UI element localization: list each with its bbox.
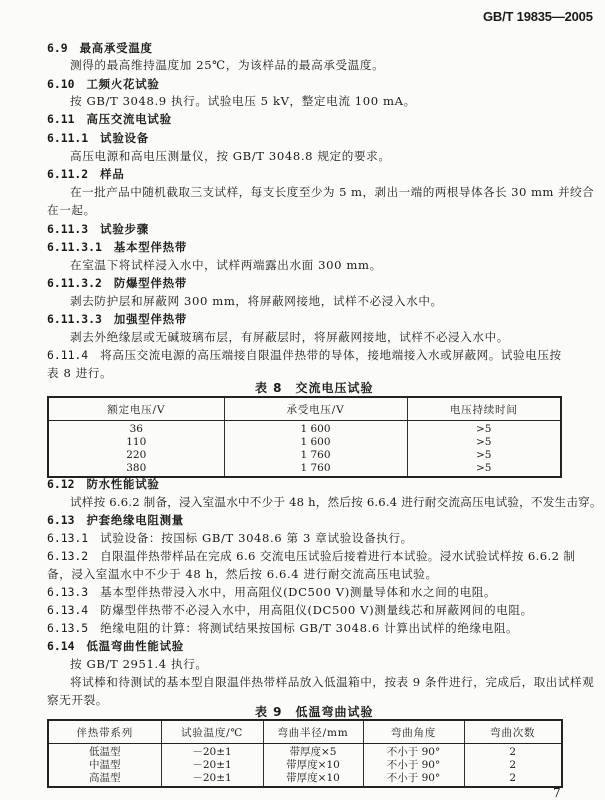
section-number: 6.9 xyxy=(47,41,68,55)
table-row xyxy=(48,462,561,477)
paragraph: 剥去外绝缘层或无碱玻璃布层，有屏蔽层时，将屏蔽网接地，试样不必浸入水中。 xyxy=(70,330,509,344)
table-header-row xyxy=(48,397,561,421)
section-number: 6.11.1 xyxy=(47,131,89,145)
section-number: 6.13.3 xyxy=(47,585,89,599)
section-title: 试验步骤 xyxy=(100,222,149,236)
table-cell: 不小于 90° xyxy=(363,772,464,787)
paragraph-continuation: 察无开裂。 xyxy=(47,693,108,707)
table-8-caption: 表 8 交流电压试验 xyxy=(255,381,374,395)
table-8-ac-voltage xyxy=(47,396,562,478)
column-header: 电压持续时间 xyxy=(407,397,561,421)
numbered-paragraph-6-13-2 xyxy=(47,549,575,563)
section-heading-6-11-3-3 xyxy=(47,312,187,326)
table-row xyxy=(48,759,562,772)
section-heading-6-12 xyxy=(47,477,160,491)
section-number: 6.13.5 xyxy=(47,621,89,635)
section-title: 高压交流电试验 xyxy=(86,112,172,126)
table-cell: 不小于 90° xyxy=(363,759,464,772)
section-title: 低温弯曲性能试验 xyxy=(86,639,184,653)
column-header: 弯曲半径/mm xyxy=(263,720,363,744)
table-cell: －20±1 xyxy=(161,744,263,760)
paragraph: 在室温下将试样浸入水中，试样两端露出水面 300 mm。 xyxy=(70,258,382,272)
section-heading-6-11-1 xyxy=(47,131,149,145)
section-number: 6.13 xyxy=(47,513,75,527)
table-row xyxy=(48,744,562,760)
section-heading-6-13 xyxy=(47,513,184,527)
table-cell: 2 xyxy=(464,759,562,772)
section-heading-6-10 xyxy=(47,77,160,91)
table-cell: 带厚度×10 xyxy=(263,759,363,772)
table-row xyxy=(48,449,561,462)
section-number: 6.13.2 xyxy=(47,549,89,563)
numbered-paragraph-6-13-3 xyxy=(47,585,496,599)
section-title: 样品 xyxy=(100,167,125,181)
table-cell: 1 760 xyxy=(224,462,407,477)
section-number: 6.13.1 xyxy=(47,531,89,545)
section-number: 6.11.3.2 xyxy=(47,276,102,290)
paragraph-text: 绝缘电阻的计算：将测试结果按国标 GB/T 3048.6 计算出试样的绝缘电阻。 xyxy=(100,621,519,635)
table-cell: 110 xyxy=(126,436,147,448)
table-cell: 220 xyxy=(126,449,147,461)
table-cell: 带厚度×5 xyxy=(263,744,363,760)
paragraph-continuation: 在一起。 xyxy=(47,203,96,217)
table-cell: 不小于 90° xyxy=(363,744,464,760)
section-number: 6.11.2 xyxy=(47,167,89,181)
table-cell: >5 xyxy=(407,421,561,437)
section-heading-6-11-3 xyxy=(47,222,149,236)
numbered-paragraph-6-13-4 xyxy=(47,603,533,617)
section-title: 最高承受温度 xyxy=(79,41,153,55)
paragraph: 剥去防护层和屏蔽网 300 mm，将屏蔽网接地，试样不必浸入水中。 xyxy=(70,294,443,308)
section-heading-6-11 xyxy=(47,112,172,126)
table-cell: 1 600 xyxy=(224,436,407,449)
table-cell: 380 xyxy=(126,462,147,474)
section-title: 护套绝缘电阻测量 xyxy=(86,513,184,527)
standard-number-header: GB/T 19835—2005 xyxy=(483,9,593,24)
section-number: 6.11.4 xyxy=(47,348,89,362)
section-title: 防水性能试验 xyxy=(86,477,160,491)
numbered-paragraph-6-13-5 xyxy=(47,621,518,635)
table-cell: 带厚度×10 xyxy=(263,772,363,787)
table-row xyxy=(48,436,561,449)
paragraph: 按 GB/T 3048.9 执行。试验电压 5 kV，整定电流 100 mA。 xyxy=(70,94,416,108)
table-cell: －20±1 xyxy=(161,772,263,787)
paragraph: 在一批产品中随机截取三支试样，每支长度至少为 5 m，剥出一端的两根导体各长 30 mm 并绞合 xyxy=(70,185,595,199)
paragraph: 试样按 6.6.2 制备，浸入室温水中不少于 48 h，然后按 6.6.4 进行耐交流高压电试验，不发生击穿。 xyxy=(70,495,602,509)
table-cell: 中温型 xyxy=(89,759,121,771)
column-header: 承受电压/V xyxy=(224,397,407,421)
paragraph-text: 试验设备：按国标 GB/T 3048.6 第 3 章试验设备执行。 xyxy=(100,531,413,545)
table-cell: >5 xyxy=(407,449,561,462)
paragraph: 高压电源和高电压测量仪，按 GB/T 3048.8 规定的要求。 xyxy=(70,149,391,163)
section-number: 6.13.4 xyxy=(47,603,89,617)
section-heading-6-11-2 xyxy=(47,167,125,181)
numbered-paragraph-6-13-1 xyxy=(47,531,413,545)
section-number: 6.12 xyxy=(47,477,75,491)
section-title: 防爆型伴热带 xyxy=(113,276,188,290)
page-number: 7 xyxy=(553,786,561,800)
table-cell: >5 xyxy=(407,462,561,477)
column-header: 额定电压/V xyxy=(48,397,224,421)
table-cell: 2 xyxy=(464,772,562,787)
table-header-row xyxy=(48,720,562,744)
numbered-paragraph-6-11-4 xyxy=(47,348,562,362)
section-title: 工频火花试验 xyxy=(86,77,160,91)
section-number: 6.11.3.1 xyxy=(47,240,102,254)
section-number: 6.11.3 xyxy=(47,222,89,236)
table-cell: －20±1 xyxy=(161,759,263,772)
paragraph-text: 将高压交流电源的高压端接自限温伴热带的导体，接地端接入水或屏蔽网。试验电压按 xyxy=(100,348,562,362)
section-heading-6-11-3-1 xyxy=(47,240,187,254)
section-number: 6.10 xyxy=(47,77,75,91)
section-heading-6-9 xyxy=(47,41,153,55)
section-number: 6.11 xyxy=(47,112,75,126)
table-9-caption: 表 9 低温弯曲试验 xyxy=(255,705,374,719)
column-header: 试验温度/℃ xyxy=(161,720,263,744)
paragraph-continuation: 备，浸入室温水中不少于 48 h，然后按 6.6.4 进行耐交流高压电试验。 xyxy=(47,567,438,581)
section-number: 6.14 xyxy=(47,639,75,653)
table-row xyxy=(48,772,562,787)
section-heading-6-14 xyxy=(47,639,184,653)
table-row xyxy=(48,421,561,437)
section-number: 6.11.3.3 xyxy=(47,312,102,326)
table-cell: 1 760 xyxy=(224,449,407,462)
column-header: 伴热带系列 xyxy=(48,720,161,744)
paragraph: 测得的最高维持温度加 25℃，为该样品的最高承受温度。 xyxy=(70,58,385,72)
table-cell: 2 xyxy=(464,744,562,760)
table-cell: 低温型 xyxy=(89,746,121,758)
paragraph: 将试棒和待测试的基本型自限温伴热带样品放入低温箱中，按表 9 条件进行，完成后，取出试样观 xyxy=(70,675,595,689)
paragraph: 按 GB/T 2951.4 执行。 xyxy=(70,657,208,671)
paragraph-text: 防爆型伴热带不必浸入水中，用高阻仪(DC500 V)测量线芯和屏蔽网间的电阻。 xyxy=(100,603,533,617)
paragraph-continuation: 表 8 进行。 xyxy=(47,366,113,380)
section-title: 试验设备 xyxy=(100,131,149,145)
section-heading-6-11-3-2 xyxy=(47,276,187,290)
table-cell: 高温型 xyxy=(89,772,121,784)
column-header: 弯曲角度 xyxy=(363,720,464,744)
paragraph-text: 基本型伴热带浸入水中，用高阻仪(DC500 V)测量导体和水之间的电阻。 xyxy=(100,585,497,599)
section-title: 加强型伴热带 xyxy=(113,312,188,326)
paragraph-text: 自限温伴热带样品在完成 6.6 交流电压试验后接着进行本试验。浸水试验试样按 6.6.2 制 xyxy=(100,549,576,563)
table-cell: >5 xyxy=(407,436,561,449)
column-header: 弯曲次数 xyxy=(464,720,562,744)
table-9-low-temp-bending xyxy=(47,719,563,788)
table-cell: 1 600 xyxy=(224,421,407,437)
section-title: 基本型伴热带 xyxy=(113,240,188,254)
table-cell: 36 xyxy=(129,423,143,435)
